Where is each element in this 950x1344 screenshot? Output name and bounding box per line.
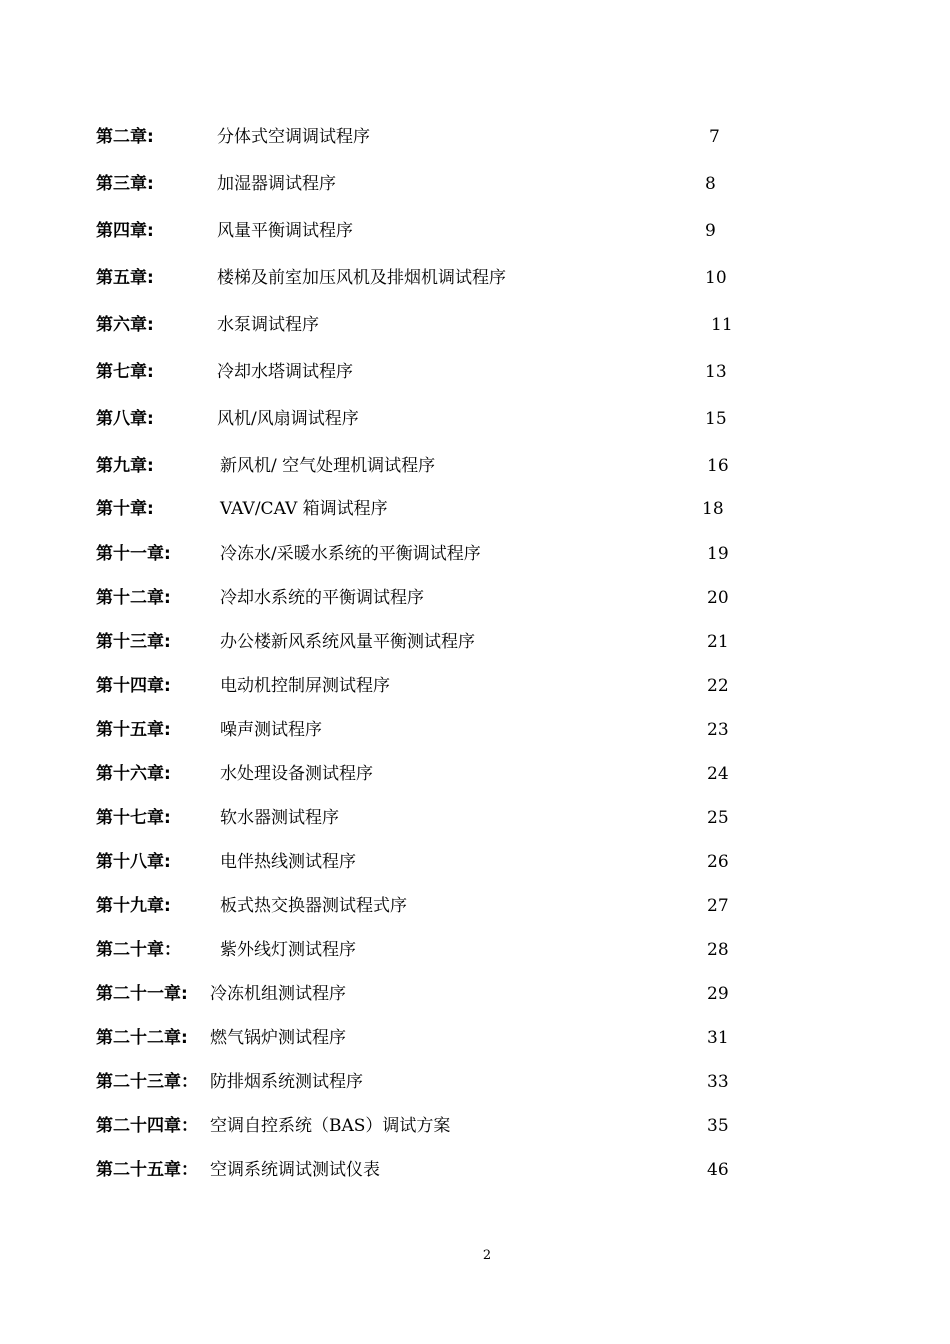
toc-chapter-label: 第九章: [96, 456, 154, 476]
toc-entry-title: 冷冻水/采暖水系统的平衡调试程序 [220, 544, 481, 564]
toc-entry-title: 风量平衡调试程序 [217, 221, 353, 241]
toc-row [0, 936, 950, 964]
toc-entry-title: 空调系统调试测试仪表 [210, 1160, 380, 1180]
toc-chapter-label: 第二十一章: [96, 984, 188, 1004]
toc-page-number: 20 [707, 588, 729, 608]
toc-page-number: 25 [707, 808, 729, 828]
toc-entry-title: 风机/风扇调试程序 [217, 409, 359, 429]
toc-row [0, 760, 950, 788]
toc-entry-title: VAV/CAV 箱调试程序 [220, 499, 388, 519]
toc-entry-title: 水泵调试程序 [217, 315, 319, 335]
toc-page-number: 24 [707, 764, 729, 784]
toc-page-number: 35 [707, 1116, 729, 1136]
toc-row [0, 628, 950, 656]
toc-row [0, 892, 950, 920]
toc-entry-title: 办公楼新风系统风量平衡测试程序 [220, 632, 475, 652]
toc-chapter-label: 第十八章: [96, 852, 171, 872]
toc-row [0, 980, 950, 1008]
toc-chapter-label: 第十九章: [96, 896, 171, 916]
toc-row [0, 452, 950, 480]
toc-row [0, 672, 950, 700]
toc-chapter-label: 第十六章: [96, 764, 171, 784]
toc-entry-title: 软水器测试程序 [220, 808, 339, 828]
toc-chapter-label: 第二十章： [96, 940, 181, 960]
toc-chapter-label: 第十五章: [96, 720, 171, 740]
toc-row [0, 584, 950, 612]
toc-row [0, 1068, 950, 1096]
toc-page-number: 21 [707, 632, 729, 652]
toc-entry-title: 噪声测试程序 [220, 720, 322, 740]
toc-chapter-label: 第二十三章： [96, 1072, 198, 1092]
toc-row [0, 405, 950, 433]
toc-entry-title: 水处理设备测试程序 [220, 764, 373, 784]
toc-page-number: 19 [707, 544, 729, 564]
toc-row [0, 540, 950, 568]
toc-page-number: 22 [707, 676, 729, 696]
toc-chapter-label: 第二章: [96, 127, 154, 147]
toc-row [0, 123, 950, 151]
toc-chapter-label: 第二十四章： [96, 1116, 198, 1136]
toc-chapter-label: 第十二章: [96, 588, 171, 608]
toc-chapter-label: 第二十二章: [96, 1028, 188, 1048]
toc-entry-title: 分体式空调调试程序 [217, 127, 370, 147]
toc-chapter-label: 第四章: [96, 221, 154, 241]
toc-page-number: 31 [707, 1028, 729, 1048]
toc-entry-title: 燃气锅炉测试程序 [210, 1028, 346, 1048]
toc-entry-title: 冷冻机组测试程序 [210, 984, 346, 1004]
toc-chapter-label: 第十章: [96, 499, 154, 519]
page-number: 2 [482, 1248, 492, 1263]
toc-page-number: 26 [707, 852, 729, 872]
toc-row [0, 170, 950, 198]
toc-chapter-label: 第二十五章： [96, 1160, 198, 1180]
toc-chapter-label: 第十一章: [96, 544, 171, 564]
toc-entry-title: 防排烟系统测试程序 [210, 1072, 363, 1092]
toc-chapter-label: 第五章: [96, 268, 154, 288]
toc-page-number: 13 [705, 362, 727, 382]
toc-row [0, 311, 950, 339]
toc-page-number: 28 [707, 940, 729, 960]
toc-row [0, 495, 950, 523]
toc-row [0, 264, 950, 292]
toc-entry-title: 楼梯及前室加压风机及排烟机调试程序 [217, 268, 506, 288]
toc-chapter-label: 第十三章: [96, 632, 171, 652]
toc-entry-title: 板式热交换器测试程式序 [220, 896, 407, 916]
toc-page-number: 8 [705, 174, 716, 194]
toc-page-number: 18 [702, 499, 724, 519]
toc-entry-title: 紫外线灯测试程序 [220, 940, 356, 960]
toc-page-number: 46 [707, 1160, 729, 1180]
toc-page-number: 10 [705, 268, 727, 288]
toc-chapter-label: 第七章: [96, 362, 154, 382]
toc-row [0, 716, 950, 744]
toc-page-number: 9 [705, 221, 716, 241]
toc-row [0, 848, 950, 876]
toc-page-number: 16 [707, 456, 729, 476]
toc-row [0, 804, 950, 832]
toc-page-number: 27 [707, 896, 729, 916]
toc-page-number: 23 [707, 720, 729, 740]
toc-chapter-label: 第三章: [96, 174, 154, 194]
toc-row [0, 1156, 950, 1184]
toc-chapter-label: 第八章: [96, 409, 154, 429]
toc-chapter-label: 第十七章: [96, 808, 171, 828]
toc-row [0, 358, 950, 386]
toc-chapter-label: 第六章: [96, 315, 154, 335]
toc-page-number: 29 [707, 984, 729, 1004]
toc-entry-title: 加湿器调试程序 [217, 174, 336, 194]
toc-entry-title: 冷却水系统的平衡调试程序 [220, 588, 424, 608]
toc-entry-title: 冷却水塔调试程序 [217, 362, 353, 382]
toc-page-number: 15 [705, 409, 727, 429]
toc-page-number: 7 [709, 127, 720, 147]
toc-page-number: 11 [711, 315, 733, 335]
toc-chapter-label: 第十四章: [96, 676, 171, 696]
toc-row [0, 1112, 950, 1140]
toc-row [0, 1024, 950, 1052]
toc-entry-title: 空调自控系统（BAS）调试方案 [210, 1116, 451, 1136]
toc-page-number: 33 [707, 1072, 729, 1092]
toc-row [0, 217, 950, 245]
toc-entry-title: 新风机/ 空气处理机调试程序 [220, 456, 436, 476]
toc-entry-title: 电动机控制屏测试程序 [220, 676, 390, 696]
toc-entry-title: 电伴热线测试程序 [220, 852, 356, 872]
